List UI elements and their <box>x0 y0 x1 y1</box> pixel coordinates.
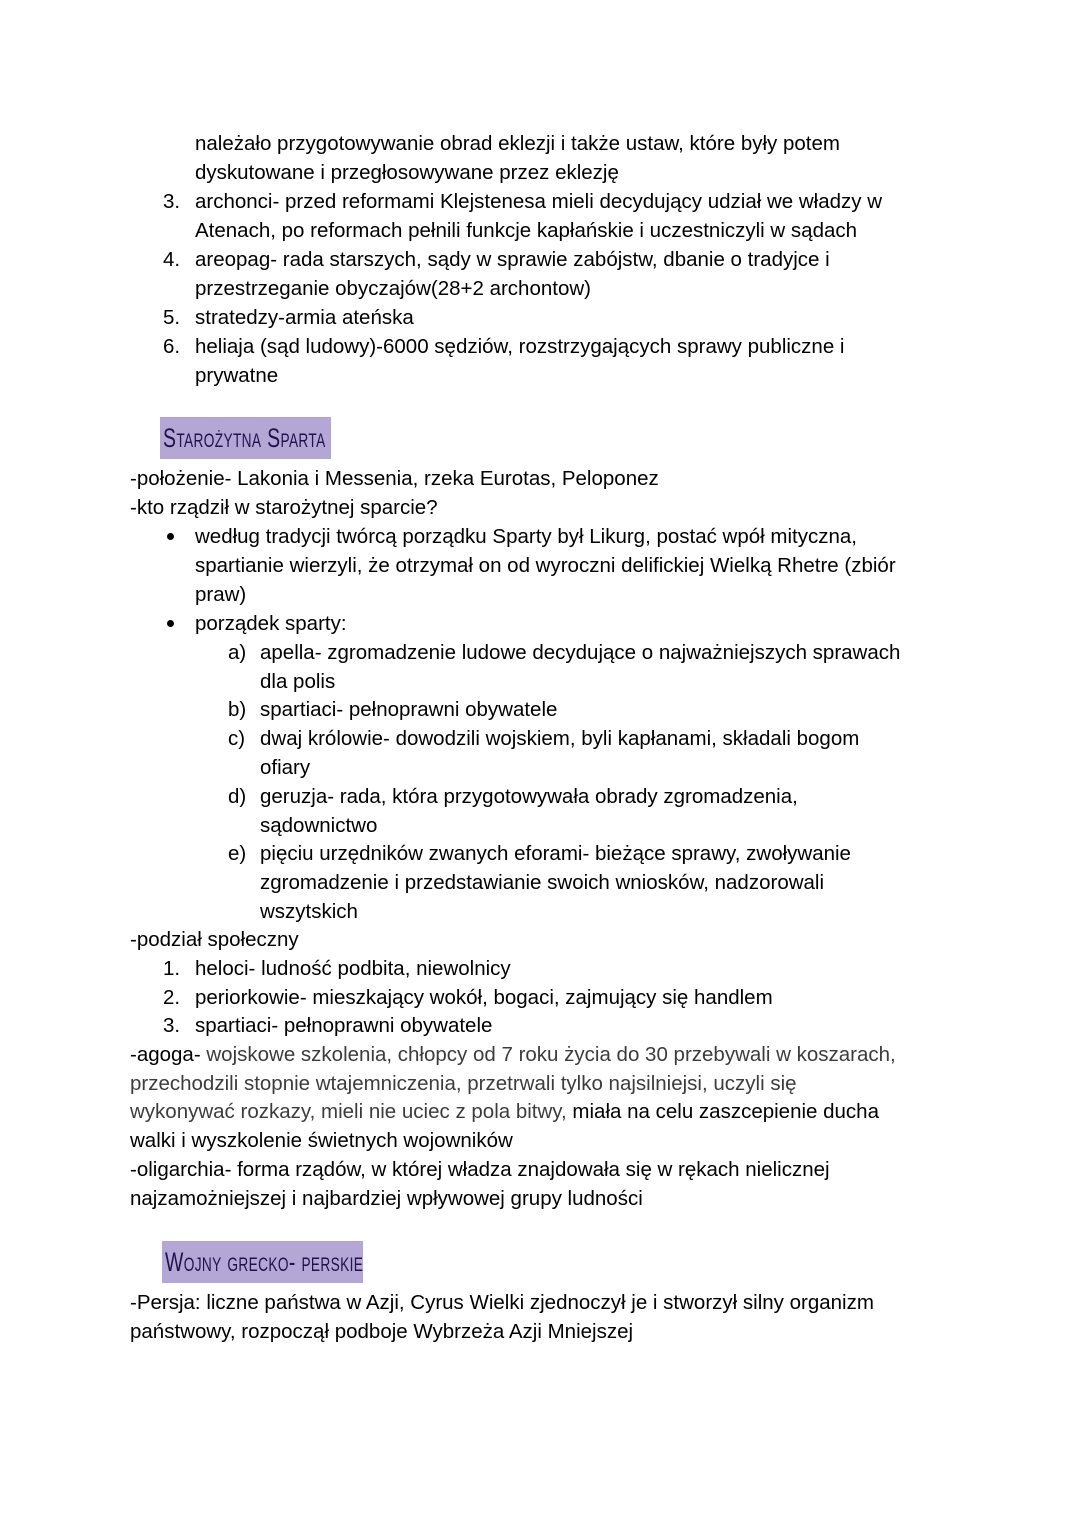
list-letter: b) <box>228 698 247 721</box>
list-number: 1. <box>163 957 181 980</box>
likurg-line-3: praw) <box>195 583 247 606</box>
agoga-term: -agoga- <box>130 1043 201 1066</box>
eforowie-line-1: pięciu urzędników zwanych eforami- bieżące sprawy, zwoływanie <box>260 842 851 865</box>
oligarchy-line-2: najzamożniejszej i najbardziej wpływowej grupy ludności <box>130 1187 643 1210</box>
areopag-line-1: areopag- rada starszych, sądy w sprawie zabójstw, dbanie o tradyjce i <box>195 248 830 271</box>
item-2-line-2: dyskutowane i przegłosowywane przez eklezję <box>195 161 619 184</box>
list-number: 2. <box>163 986 181 1009</box>
periorkowie-line: periorkowie- mieszkający wokół, bogaci, zajmujący się handlem <box>195 986 773 1009</box>
heading-text: Starożytna Sparta <box>163 423 326 453</box>
list-letter: d) <box>228 785 247 808</box>
order-label: porządek sparty: <box>195 612 347 635</box>
agoga-line-3 <box>130 1097 879 1126</box>
geruzja-line-2: sądownictwo <box>260 814 378 837</box>
bullet-icon <box>167 533 174 540</box>
list-letter: a) <box>228 641 247 664</box>
eforowie-line-3: wszytskich <box>260 900 358 923</box>
item-2-line-1: należało przygotowywanie obrad eklezji i także ustaw, które były potem <box>195 132 840 155</box>
likurg-line-2: spartianie wierzyli, że otrzymał on od wyroczni delifickiej Wielką Rhetre (zbiór <box>195 554 896 577</box>
heading-text: Wojny grecko- perskie <box>165 1247 364 1277</box>
apella-line-2: dla polis <box>260 670 336 693</box>
list-number: 5. <box>163 306 181 329</box>
spartiaci-social-line: spartiaci- pełnoprawni obywatele <box>195 1014 493 1037</box>
krolowie-line-2: ofiary <box>260 756 311 779</box>
section-heading-sparta <box>160 417 331 459</box>
archonci-line-1: archonci- przed reformami Klejstenesa mieli decydujący udział we władzy w <box>195 190 883 213</box>
agoga-text: wykonywać rozkazy, mieli nie uciec z pola bitwy, <box>130 1100 567 1123</box>
oligarchy-line-1: -oligarchia- forma rządów, w której władza znajdowała się w rękach nielicznej <box>130 1158 830 1181</box>
heloci-line: heloci- ludność podbita, niewolnicy <box>195 957 511 980</box>
eforowie-line-2: zgromadzenie i przedstawianie swoich wniosków, nadzorowali <box>260 871 825 894</box>
section-heading-persian-wars <box>162 1241 363 1283</box>
list-number: 3. <box>163 1014 181 1037</box>
agoga-line-2: przechodzili stopnie wtajemniczenia, przetrwali tylko najsilniejsi, uczyli się <box>130 1072 797 1095</box>
sparta-who-ruled: -kto rządził w starożytnej sparcie? <box>130 496 438 519</box>
heliaja-line-2: prywatne <box>195 364 279 387</box>
social-division-label: -podział społeczny <box>130 928 299 951</box>
krolowie-line-1: dwaj królowie- dowodzili wojskiem, byli kapłanami, składali bogom <box>260 727 860 750</box>
archonci-line-2: Atenach, po reformach pełnili funkcje kapłańskie i uczestniczyli w sądach <box>195 219 858 242</box>
list-number: 6. <box>163 335 181 358</box>
stratedzy-line: stratedzy-armia ateńska <box>195 306 414 329</box>
agoga-text: miała na celu zaszcepienie ducha <box>566 1100 879 1123</box>
bullet-icon <box>167 620 174 627</box>
list-letter: c) <box>228 727 246 750</box>
spartiaci-line: spartiaci- pełnoprawni obywatele <box>260 698 558 721</box>
geruzja-line-1: geruzja- rada, która przygotowywała obrady zgromadzenia, <box>260 785 798 808</box>
list-number: 3. <box>163 190 181 213</box>
likurg-line-1: według tradycji twórcą porządku Sparty był Likurg, postać wpół mityczna, <box>195 525 857 548</box>
persia-line-1: -Persja: liczne państwa w Azji, Cyrus Wielki zjednoczył je i stworzył silny organizm <box>130 1291 874 1314</box>
agoga-line-1 <box>130 1040 896 1069</box>
areopag-line-2: przestrzeganie obyczajów(28+2 archontow) <box>195 277 591 300</box>
sparta-location: -położenie- Lakonia i Messenia, rzeka Eurotas, Peloponez <box>130 467 659 490</box>
apella-line-1: apella- zgromadzenie ludowe decydujące o najważniejszych sprawach <box>260 641 901 664</box>
agoga-line-4: walki i wyszkolenie świetnych wojowników <box>130 1129 513 1152</box>
agoga-text: wojskowe szkolenia, chłopcy od 7 roku życia do 30 przebywali w koszarach, <box>200 1043 896 1066</box>
persia-line-2: państwowy, rozpoczął podboje Wybrzeża Azji Mniejszej <box>130 1320 634 1343</box>
heliaja-line-1: heliaja (sąd ludowy)-6000 sędziów, rozstrzygających sprawy publiczne i <box>195 335 845 358</box>
list-number: 4. <box>163 248 181 271</box>
list-letter: e) <box>228 842 247 865</box>
